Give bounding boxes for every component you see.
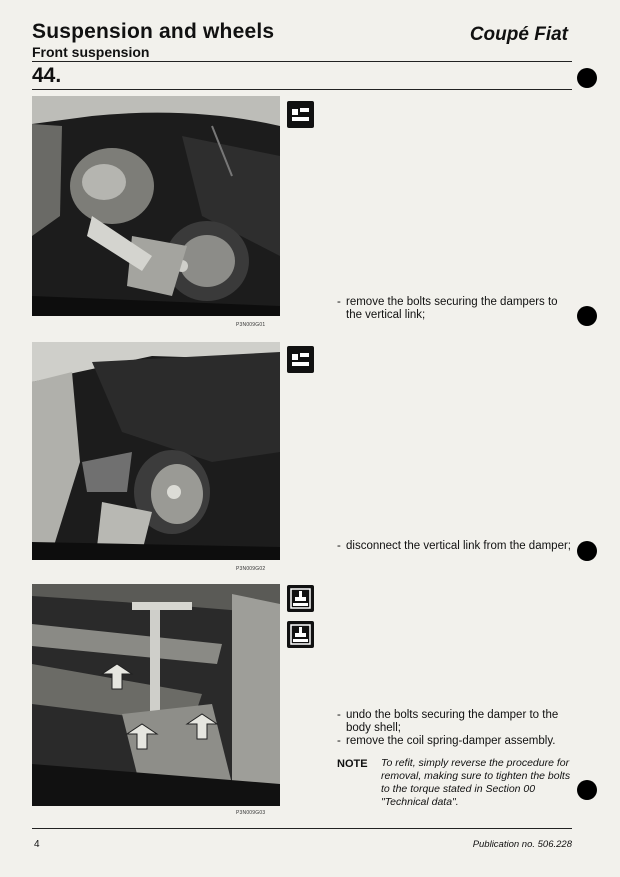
figure-code-1: P3N009G01 <box>236 322 266 328</box>
step-text: disconnect the vertical link from the damper; <box>346 540 571 552</box>
figure-code-2: P3N009G02 <box>236 566 266 572</box>
note-text: To refit, simply reverse the procedure for removal, making sure to tighten the bolts to the torque stated in Section 00 "Technical data". <box>381 757 571 808</box>
step-text: undo the bolts securing the damper to the body shell; <box>346 709 559 734</box>
figure-photo-1 <box>32 96 280 316</box>
note-label: NOTE <box>337 758 368 770</box>
binder-hole <box>577 68 597 88</box>
lift-position-icon <box>287 621 314 648</box>
exploded-view-icon <box>287 101 314 128</box>
procedure-step: - remove the bolts securing the dampers to the vertical link; <box>337 296 575 322</box>
binder-hole <box>577 541 597 561</box>
section-subtitle: Front suspension <box>32 44 150 60</box>
step-text: remove the bolts securing the dampers to the vertical link; <box>346 296 558 321</box>
exploded-view-icon <box>287 346 314 373</box>
footer-rule <box>32 828 572 829</box>
procedure-step: - undo the bolts securing the damper to the body shell; <box>337 709 575 735</box>
procedure-step: - disconnect the vertical link from the damper; <box>337 540 571 552</box>
procedure-number: 44. <box>32 64 62 87</box>
binder-hole <box>577 780 597 800</box>
procedure-step: - remove the coil spring-damper assembly. <box>337 735 575 748</box>
header-rule-lower <box>32 89 572 90</box>
figure-photo-2 <box>32 342 280 560</box>
header-rule <box>32 61 572 62</box>
figure-code-3: P3N009G03 <box>236 810 266 816</box>
brand-name: Coupé Fiat <box>469 24 568 45</box>
figure-photo-3 <box>32 584 280 806</box>
footer-publication: Publication no. 506.228 <box>472 839 572 850</box>
lift-position-icon <box>287 585 314 612</box>
binder-hole <box>577 306 597 326</box>
footer-page-number: 4 <box>34 839 40 850</box>
step-text: remove the coil spring-damper assembly. <box>346 735 556 747</box>
section-title: Suspension and wheels <box>32 20 275 43</box>
